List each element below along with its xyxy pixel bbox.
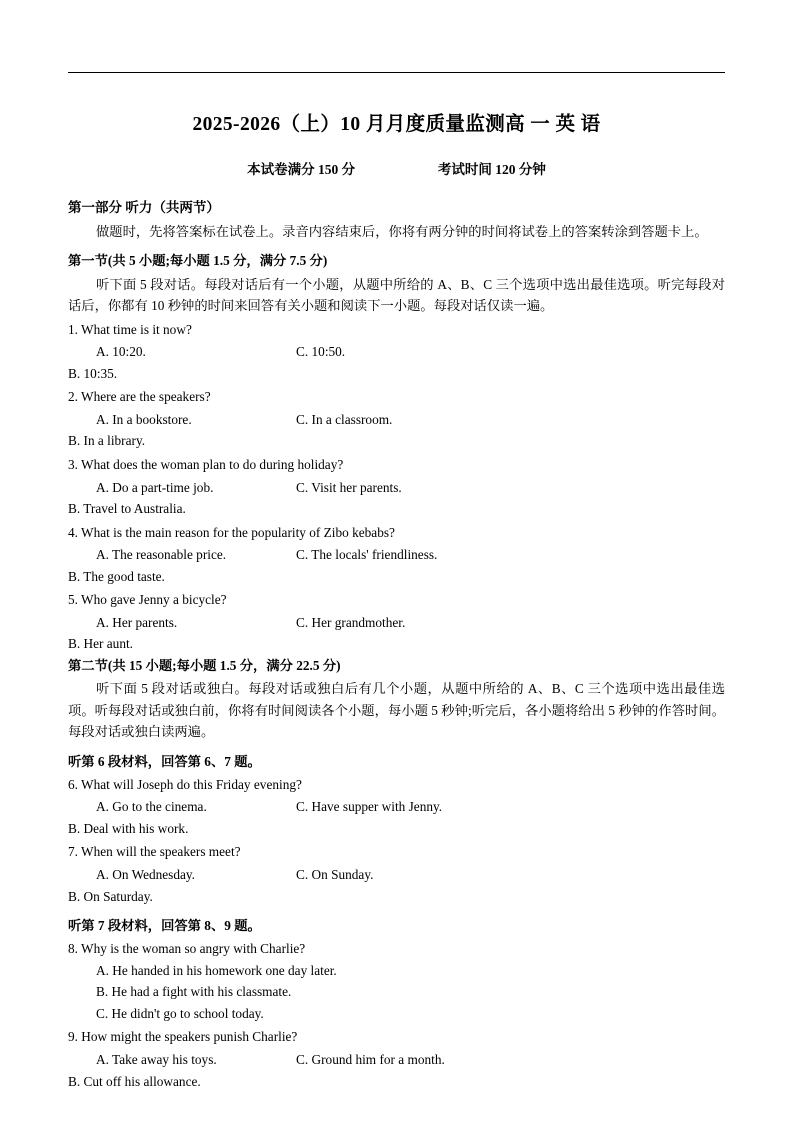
section-2-heading: 第二节(共 15 小题;每小题 1.5 分，满分 22.5 分) [68,657,341,673]
question-stem: 6. What will Joseph do this Friday evening? [68,776,302,792]
option-c[interactable]: C. On Sunday. [296,867,374,882]
option-a[interactable]: A. Do a part-time job. [96,479,214,495]
option-c[interactable]: C. 10:50. [296,344,346,360]
option-c[interactable]: C. Her grandmother. [296,614,406,630]
option-a[interactable]: A. 10:20. [96,344,146,360]
question-options [68,477,725,499]
document-content [68,96,725,1092]
option-a[interactable]: A. The reasonable price. [96,547,227,563]
option-b[interactable]: B. He had a fight with his classmate. [96,984,292,1000]
material-group-label: 听第 6 段材料，回答第 6、7 题。 [68,753,261,769]
question-stem: 1. What time is it now? [68,321,192,337]
option-a[interactable]: A. Her parents. [96,614,178,630]
question-options [68,1049,725,1071]
option-b[interactable]: B. In a library. [68,433,146,449]
option-a[interactable]: A. Go to the cinema. [96,799,207,815]
option-a[interactable]: A. He handed in his homework one day later. [96,962,337,978]
question-options [68,796,725,818]
question-stem: 8. Why is the woman so angry with Charlie? [68,941,306,957]
option-c[interactable]: C. He didn't go to school today. [96,1005,264,1021]
option-b[interactable]: B. Her aunt. [68,636,133,652]
question-stem: 4. What is the main reason for the popularity of Zibo kebabs? [68,524,395,540]
part-1-heading: 第一部分 听力（共两节） [68,200,220,215]
question-options [68,864,725,886]
question-stem: 7. When will the speakers meet? [68,844,241,860]
page-title: 2025-2026（上）10 月月度质量监测高 一 英 语 [192,114,601,135]
question-stem: 5. Who gave Jenny a bicycle? [68,592,227,608]
question-stem: 9. How might the speakers punish Charlie? [68,1029,298,1045]
option-a[interactable]: A. In a bookstore. [96,411,192,427]
full-marks-label: 本试卷满分 150 分 [247,162,356,177]
section-1-instruction: 听下面 5 段对话。每段对话后有一个小题，从题中所给的 A、B、C 三个选项中选出最佳选项。听完每段对话后，你都有 10 秒钟的时间来回答有关小题和阅读下一小题。每段对话仅读一遍。 [68,276,725,314]
option-c[interactable]: C. Ground him for a month. [296,1051,445,1067]
part-1-instruction: 做题时，先将答案标在试卷上。录音内容结束后，你将有两分钟的时间将试卷上的答案转涂到答题卡上。 [96,223,708,239]
option-c[interactable]: C. The locals' friendliness. [296,547,438,563]
option-b[interactable]: B. Deal with his work. [68,820,189,836]
option-c[interactable]: C. Visit her parents. [296,479,402,495]
option-c[interactable]: C. In a classroom. [296,411,393,427]
question-options [68,341,725,363]
question-options [68,612,725,634]
header-divider [68,72,725,73]
exam-info-row [68,158,725,178]
section-2-instruction: 听下面 5 段对话或独白。每段对话或独白后有几个小题，从题中所给的 A、B、C 三个选项中选出最佳选项。听每段对话或独白前，你将有时间阅读各个小题，每小题 5 秒钟;听完后，各小题将给出 5 秒钟的作答时间。每段对话或独白读两遍。 [68,681,725,740]
option-b[interactable]: B. Cut off his allowance. [68,1073,201,1089]
question-stem: 2. Where are the speakers? [68,389,211,405]
duration-label: 考试时间 120 分钟 [437,162,546,177]
option-c[interactable]: C. Have supper with Jenny. [296,799,443,815]
option-a[interactable]: A. Take away his toys. [96,1051,217,1067]
section-1-heading: 第一节(共 5 小题;每小题 1.5 分，满分 7.5 分) [68,253,328,269]
option-b[interactable]: B. The good taste. [68,568,165,584]
question-stem: 3. What does the woman plan to do during holiday? [68,456,344,472]
option-b[interactable]: B. On Saturday. [68,888,153,904]
question-options [68,544,725,566]
material-group-label: 听第 7 段材料，回答第 8、9 题。 [68,918,261,934]
option-b[interactable]: B. 10:35. [68,365,118,381]
option-a[interactable]: A. On Wednesday. [96,867,196,882]
option-b[interactable]: B. Travel to Australia. [68,501,186,517]
question-options [68,409,725,431]
